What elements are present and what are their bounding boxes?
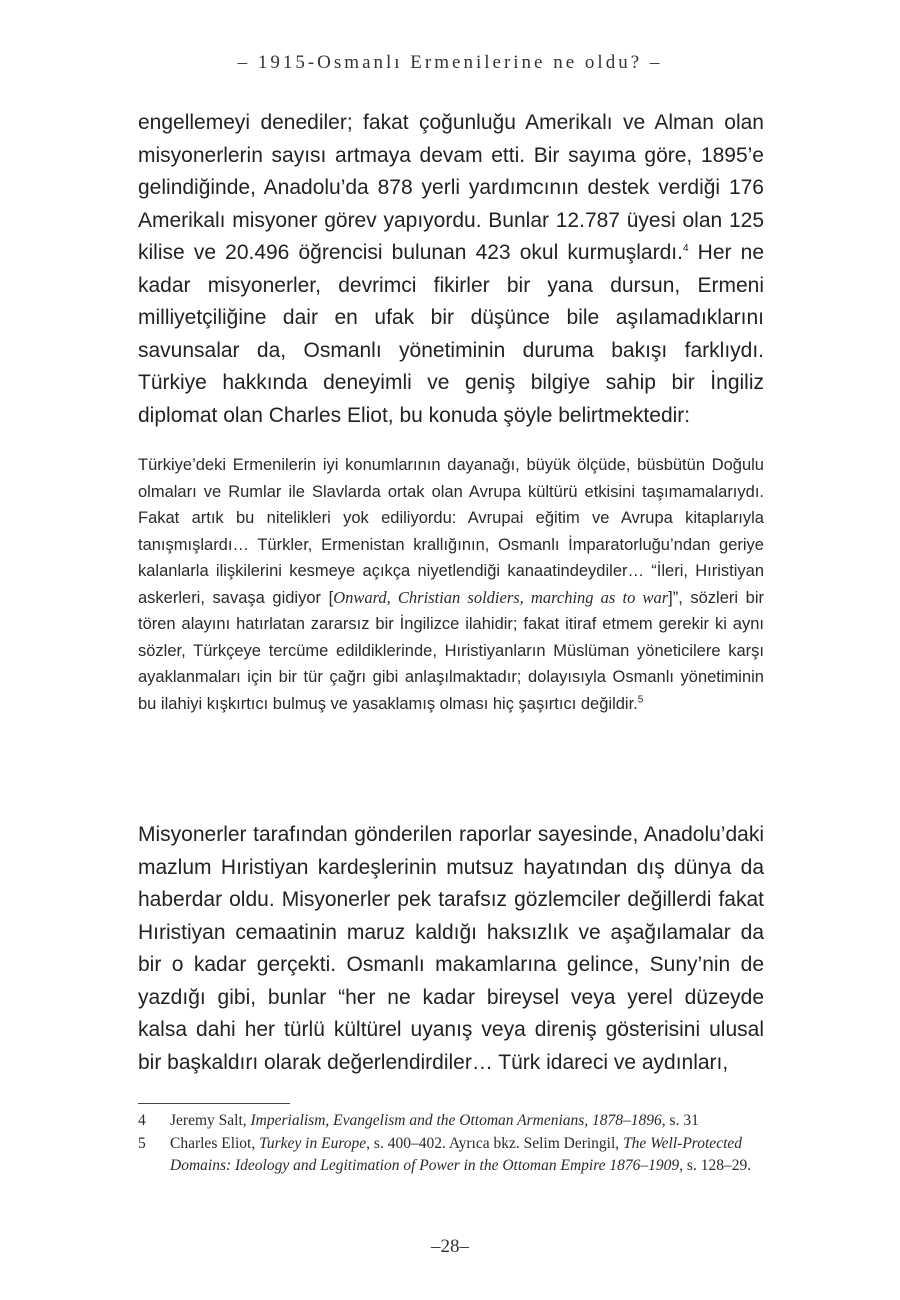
page-number: –28– <box>431 1236 469 1257</box>
footnote-title: Imperialism, Evangelism and the Ottoman Armenians, 1878–1896 <box>250 1112 662 1129</box>
footnote <box>138 1110 764 1132</box>
footnote-pages: , s. 400–402. Ayrıca bkz. Selim Deringil, <box>366 1135 624 1152</box>
block-quote <box>138 452 764 717</box>
footnote <box>138 1133 764 1177</box>
footnote-author: Jeremy Salt, <box>170 1112 251 1129</box>
quote-italic-text: Onward, Christian soldiers, marching as to war <box>333 587 669 607</box>
body-paragraph <box>138 107 764 432</box>
quote-text: Türkiye’deki Ermenilerin iyi konumlarının dayanağı, büyük ölçüde, büsbütün Doğulu olmaları ve Rumlar ile Slavlarda ortak olan Avrupa kültürü etkisini taşımamalarıydı. Fakat artık bu nitelikleri yok ediliyordu: Avrupai eğitim ve Avrupa kitaplarıyla tanışmışlardı… Türkler, Ermenistan krallığının, Osmanlı İmparatorluğu’ndan geriye kalanlarla ilişkilerini kesmeye açıkça niyetlendiği kanaatindeydiler… “İleri, Hıristiyan askerleri, savaşa gidiyor [ <box>138 456 764 607</box>
body-paragraph: Misyonerler tarafından gönderilen raporlar sayesinde, Anadolu’daki mazlum Hıristiyan kardeşlerinin mutsuz hayatından dış dünya da haberdar oldu. Misyonerler pek tarafsız gözlemciler değillerdi fakat Hıristiyan cemaatinin maruz kaldığı haksızlık ve aşağılamalar da bir o kadar gerçekti. Osmanlı makamlarına gelince, Suny’nin de yazdığı gibi, bunlar “her ne kadar bireysel veya yerel düzeyde kalsa dahi her türlü kültürel uyanış veya direniş gösterisini ulusal bir başkaldırı olarak değerlendirdiler… Türk idareci ve aydınları, <box>138 823 764 1074</box>
footnotes <box>138 1110 764 1178</box>
paragraph-text: engellemeyi denediler; fakat çoğunluğu Amerikalı ve Alman olan misyonerlerin sayısı artmaya devam etti. Bir sayıma göre, 1895’e gelindiğinde, Anadolu’da 878 yerli yardımcının destek verdiği 176 Amerikalı misyoner görev yapıyordu. Bunlar 12.787 üyesi olan 125 kilise ve 20.496 öğrencisi bulunan 423 okul kurmuşlardı. <box>138 111 764 264</box>
footnote-text <box>170 1133 764 1177</box>
footnote-title: Turkey in Europe <box>259 1135 367 1152</box>
footnote-text <box>170 1110 764 1132</box>
quote-text: ]”, sözleri bir tören alayını hatırlatan zararsız bir İngilizce ilahidir; fakat itiraf etmem gerekir ki aynı sözler, Türkçeye tercüme edildiklerinde, Hıristiyanların Müslüman yöneticilere karşı ayaklanmaları için bir tür çağrı gibi anlaşılmaktadır; dolayısıyla Osmanlı yönetiminin bu ilahiyi kışkırtıcı bulmuş ve yasaklamış olması hiç şaşırtıcı değildir. <box>138 588 764 713</box>
footnote-title: The Well-Protected Domains: Ideology and Legitimation of Power in the Ottoman Empire 1876–1909 <box>170 1135 743 1174</box>
footnote-number: 4 <box>138 1112 146 1129</box>
footnote-number: 5 <box>138 1135 146 1152</box>
footnote-pages: , s. 31 <box>661 1112 699 1129</box>
running-head: – 1915-Osmanlı Ermenilerine ne oldu? – <box>237 52 663 73</box>
footnote-reference[interactable]: 4 <box>682 243 689 254</box>
footnote-divider <box>138 1103 290 1104</box>
paragraph-text: Her ne kadar misyonerler, devrimci fikirler bir yana dursun, Ermeni milliyetçiliğine dair en ufak bir düşünce bile aşılamadıklarını savunsalar da, Osmanlı yönetiminin duruma bakışı farklıydı. Türkiye hakkında deneyimli ve geniş bilgiye sahip bir İngiliz diplomat olan Charles Eliot, bu konuda şöyle belirtmektedir: <box>138 241 764 427</box>
footnote-author: Charles Eliot, <box>170 1135 260 1152</box>
footnote-pages: , s. 128–29. <box>679 1157 752 1174</box>
footnote-reference[interactable]: 5 <box>637 694 644 705</box>
